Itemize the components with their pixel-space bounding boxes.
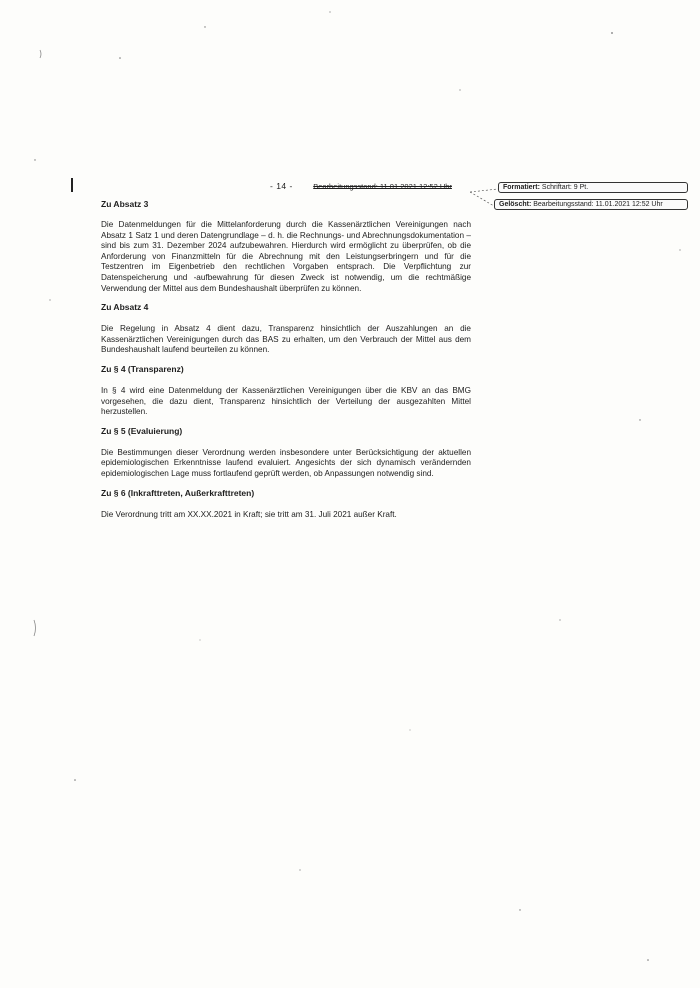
comment-label: Formatiert:: [503, 184, 540, 191]
section-heading: Zu § 6 (Inkrafttreten, Außerkrafttreten): [101, 487, 255, 498]
section-paragraph: In § 4 wird eine Datenmeldung der Kassenärztlichen Vereinigungen über die KBV an das BMG vorgesehen, die dazu dient, Transparenz hinsichtlich der Verteilung der ausgezahlten Mittel herzustellen.: [101, 385, 471, 417]
page-header: [270, 181, 452, 191]
section-heading: Zu § 5 (Evaluierung): [101, 425, 183, 436]
section-absatz-4: [101, 302, 471, 356]
section-paragraph: Die Datenmeldungen für die Mittelanforderung durch die Kassenärztlichen Vereinigungen nach Absatz 1 Satz 1 und deren Datengrundlage – d. h. die Rechnungs- und Abrechnungsdokumentation – sind bis zum 31. Dezember 2024 aufzubewahren. Hierdurch wird ermöglicht zu überprüfen, ob die Anforderung von Finanzmitteln für die Abrechnung mit den Leistungserbringern und für die Testzentren im Eigenbetrieb den rechtlichen Vorgaben entsprach. Die Verpflichtung zur Datenspeicherung und -aufbewahrung für diesen Zweck ist notwendig, um die rechtmäßige Verwendung der Mittel aus dem Bundeshaushalt überprüfen zu können.: [101, 220, 471, 293]
page-number: - 14 -: [270, 181, 293, 191]
comment-deleted[interactable]: [494, 199, 688, 210]
comment-text: Schriftart: 9 Pt.: [541, 184, 589, 191]
section-paragraph: Die Bestimmungen dieser Verordnung werden insbesondere unter Berücksichtigung der aktuellen epidemiologischen Erkenntnisse laufend evaluiert. Angesichts der sich dynamisch verändernden epidemiologischen Lage muss fortlaufend geprüft werden, ob Anpassungen notwendig sind.: [101, 447, 471, 478]
section-paragraph-5: [101, 426, 471, 480]
section-paragraph: Die Verordnung tritt am XX.XX.2021 in Kraft; sie tritt am 31. Juli 2021 außer Kraft.: [101, 509, 397, 519]
comment-text: Bearbeitungsstand: 11.01.2021 12:52 Uhr: [533, 201, 663, 208]
deleted-edit-status: Bearbeitungsstand: 11.01.2021 12:52 Uhr: [313, 182, 452, 191]
comment-formatted[interactable]: [498, 182, 688, 193]
section-paragraph: Die Regelung in Absatz 4 dient dazu, Transparenz hinsichtlich der Auszahlungen an die Kassenärztlichen Vereinigungen durch das BAS zu erhalten, um den Verbrauch der Mittel aus dem Bundeshaushalt laufend beurteilen zu können.: [101, 324, 471, 355]
document-body: [101, 199, 471, 528]
section-absatz-3: [101, 199, 471, 294]
section-heading: Zu § 4 (Transparenz): [101, 363, 184, 374]
change-bar: [71, 178, 73, 192]
section-heading: Zu Absatz 4: [101, 302, 149, 313]
section-paragraph-4: [101, 364, 471, 418]
section-paragraph-6: [101, 488, 471, 521]
comment-label: Gelöscht:: [499, 201, 532, 208]
section-heading: Zu Absatz 3: [101, 199, 149, 209]
